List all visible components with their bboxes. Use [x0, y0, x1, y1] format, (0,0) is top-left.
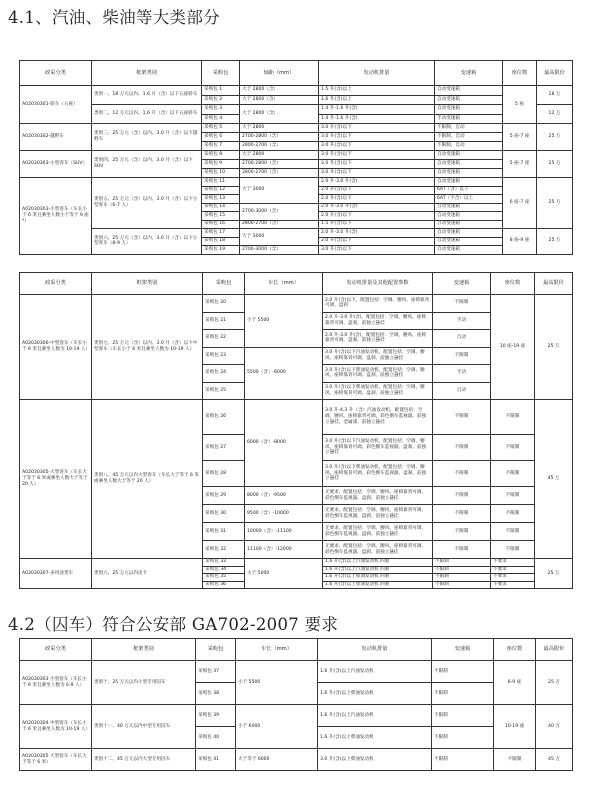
seats: 8 座-9 座	[503, 229, 537, 255]
category-cell: A02030303-小型客车（车长小于 6 米且乘坐人数小于等于 9 座*）	[20, 178, 92, 255]
gearbox: 自动	[433, 382, 491, 400]
engine-config: 3.0 升(含)以下柴油发动机，配置包括：空调、腰风、座椅靠背可调、盘刹、前独立悬挂	[323, 382, 433, 400]
engine: 1.4 升-1.6 升(含)	[319, 114, 435, 124]
vehicle-length: 小于 6000	[236, 705, 318, 749]
wheelbase: 2800-2700（含）	[240, 220, 319, 229]
frame-cell: 类别八、45 万元以内大型客车（车长大于等于 6 米或乘坐人数大于等于 20 人）	[92, 400, 203, 559]
package-code: 采购包 40	[196, 727, 236, 749]
package-code: 采购包 35	[203, 574, 245, 582]
col-header: 框架类别	[92, 273, 203, 295]
gearbox: 自动变速箱	[435, 203, 503, 212]
col-header: 最高限价	[537, 61, 573, 86]
package-code: 采购包 36	[203, 581, 245, 589]
package-code: 采购包 2	[202, 95, 240, 105]
seats: 10-19 座	[494, 705, 536, 749]
engine: 3.0 升(含)以下	[319, 124, 435, 133]
gearbox: 不限制	[433, 566, 491, 574]
package-code: 采购包 9	[202, 160, 240, 169]
col-header: 最高限价	[536, 639, 573, 661]
package-code: 采购包 3	[202, 105, 240, 115]
package-code: 采购包 14	[202, 203, 240, 212]
section-heading-4-1: 4.1、汽油、柴油等大类部分	[8, 8, 220, 27]
frame-cell: 类别七、25 万元（含）以内、3.0 升（含）以下中型客车（车长小于 6 米且乘坐人数为 10-19 人）	[92, 295, 203, 400]
col-header: 车长（mm）	[236, 639, 318, 661]
package-code: 采购包 34	[203, 566, 245, 574]
engine: 2.0 升-3.0 升(含)	[319, 229, 435, 238]
package-code: 采购包 27	[203, 435, 245, 461]
frame-cell: 类别三、25 万元（含）以内、3.0 升（含）以下越野车	[92, 124, 202, 151]
col-header: 框架类别	[92, 639, 196, 661]
engine: 3.0 升(含)以下	[319, 169, 435, 178]
col-header: 发动机排量	[318, 639, 432, 661]
engine-config: 1.6 升(含)以上汽油发动机 四驱	[323, 559, 433, 567]
package-code: 采购包 33	[203, 559, 245, 567]
wheelbase: 2700-2800（含）	[240, 160, 319, 169]
package-code: 采购包 23	[203, 347, 245, 365]
category-cell: A02030305-大型客车（车长大于等于 6 米或乘坐人数大于等于 20 人）	[20, 400, 92, 559]
section-heading-4-2: 4.2（囚车）符合公安部 GA702-2007 要求	[8, 615, 339, 634]
gearbox: 不限制	[433, 400, 491, 435]
package-code: 采购包 31	[203, 523, 245, 541]
seats: 不限制	[491, 523, 535, 541]
wheelbase: 2700-3000（含）	[240, 203, 319, 220]
seats: 6-9 座	[494, 661, 536, 705]
col-header: 框架类别	[92, 61, 202, 86]
category-cell: A02030303-小型客车（SUV）	[20, 151, 92, 178]
seats: 不要求	[491, 574, 535, 582]
seats: 不限制	[494, 749, 536, 771]
wheelbase: 2700-3000（含）	[240, 246, 319, 255]
col-header: 轴距（mm）	[240, 61, 319, 86]
engine-config: 1.6 升(含)以上柴油发动机 四驱	[323, 581, 433, 589]
engine-config: 2.0 升(含)以下，配置包括：空调、腰风、座椅靠背可调、盘刹	[323, 295, 433, 313]
col-header: 座位数	[494, 639, 536, 661]
gearbox: 6AT（含）以下	[435, 186, 503, 195]
col-header: 变速箱	[432, 639, 494, 661]
package-code: 采购包 15	[202, 212, 240, 221]
package-code: 采购包 7	[202, 142, 240, 151]
gearbox: 不限制	[433, 487, 491, 505]
vehicle-length: 大于等于 6000	[236, 749, 318, 771]
engine: 1.6 升(含)以上	[319, 95, 435, 105]
price: 25 万	[535, 559, 573, 589]
wheelbase: 大于 3000	[240, 178, 319, 204]
gearbox: 自动变速箱	[435, 220, 503, 229]
col-header: 车长（mm）	[245, 273, 323, 295]
frame-cell: 类别四、25 万元（含）以内、3.0 升（含）以下 SUV	[92, 151, 202, 178]
package-code: 采购包 30	[203, 505, 245, 523]
package-code: 采购包 5	[202, 124, 240, 133]
gearbox: 不限制	[433, 541, 491, 559]
category-cell: A02030305 大型客车（车长大于等于 6 米）	[20, 749, 92, 771]
package-code: 采购包 28	[203, 461, 245, 487]
price: 25 万	[535, 295, 573, 400]
frame-cell: 类别一、18 万元以内、1.6 升（含）以下五座轿车	[92, 86, 202, 105]
vehicle-length: 小于 5500	[236, 661, 318, 705]
package-code: 采购包 17	[202, 229, 240, 238]
wheelbase: 大于 2800（含）	[240, 95, 319, 105]
gearbox: 不限制	[432, 683, 494, 705]
price: 25 万	[537, 124, 573, 151]
category-cell: A02030306-中型客车（车长小于 6 米且乘坐人数为 10-19 人）	[20, 295, 92, 400]
seats: 不限制	[491, 435, 535, 461]
frame-cell: 类别九、25 万元以内皮卡	[92, 559, 203, 589]
engine: 1.5 升(含)以上	[319, 86, 435, 96]
seats: 不要求	[491, 559, 535, 567]
category-cell: A02030302-越野车	[20, 124, 92, 151]
gearbox: 手动变速箱	[435, 114, 503, 124]
wheelbase: 大于 3000	[240, 229, 319, 246]
package-code: 采购包 10	[202, 169, 240, 178]
engine-config: 1.6 升(含)以上汽油发动机 四驱	[323, 566, 433, 574]
frame-cell: 类别六、25 万元（含）以内、3.0 升（含）以下小型客车（8-9 人）	[92, 229, 202, 255]
engine-config: 1.6 升(含)以上柴油发动机 四驱	[323, 574, 433, 582]
engine: 1.6 升(含)以上柴油发动机	[318, 683, 432, 705]
gearbox: 不限制	[433, 435, 491, 461]
wheelbase: 大于 2800（含）	[240, 105, 319, 124]
col-header: 政采分类	[20, 273, 92, 295]
gearbox: 手动	[433, 365, 491, 383]
engine: 3.0 升(含)以下	[319, 246, 435, 255]
vehicle-length: 9500（含）-10000	[245, 505, 323, 523]
col-header: 变速箱	[435, 61, 503, 86]
gearbox: 自动变速箱	[435, 246, 503, 255]
col-header: 政采分类	[20, 639, 92, 661]
package-code: 采购包 38	[196, 683, 236, 705]
frame-cell: 类别五、25 万元（含）以内、3.0 升（含）以下小型客车（6-7 人）	[92, 178, 202, 229]
prison-vehicle-table	[19, 638, 573, 771]
seats: 不限制	[491, 505, 535, 523]
vehicle-length: 大于 5000	[245, 559, 323, 589]
gearbox: 自动变速箱	[435, 212, 503, 221]
gearbox: 不限制，自动	[435, 124, 503, 133]
price: 40 万	[536, 705, 573, 749]
wheelbase: 2800-2700（含）	[240, 169, 319, 178]
package-code: 采购包 24	[203, 365, 245, 383]
gearbox: 6AT（不含）以上	[435, 195, 503, 204]
frame-cell: 类别十一、40 万元以内中型专用囚车	[92, 705, 196, 749]
vehicle-length: 小于 5500	[245, 295, 323, 348]
gearbox: 不限制	[433, 574, 491, 582]
engine: 1.4 升-1.6 升(含)	[319, 105, 435, 115]
engine: 2.0 升(含)以下	[319, 237, 435, 246]
package-code: 采购包 21	[203, 312, 245, 330]
gearbox: 自动变速箱	[435, 95, 503, 105]
gearbox: 自动	[433, 330, 491, 348]
col-header: 最高限价	[535, 273, 573, 295]
price: 25 万	[537, 178, 573, 229]
engine: 1.6 升(含)以上汽油发动机	[318, 705, 432, 727]
engine-config: 3.0 升(含)以下柴油发动机，配置包括：空调、腰风、座椅靠背可调、盘刹、前独立悬挂	[323, 365, 433, 383]
price: 25 万	[537, 229, 573, 255]
category-cell: A02030303 小型客车（车长小于 6 米且乘坐人数为 6-9 人）	[20, 661, 92, 705]
seats: 不要求	[491, 581, 535, 589]
seats: 5 座	[503, 86, 537, 124]
package-code: 采购包 19	[202, 246, 240, 255]
vehicle-length: 10000（含）-11100	[245, 523, 323, 541]
wheelbase: 2800-2700（含）	[240, 142, 319, 151]
engine: 3.0 升(含)以下	[319, 133, 435, 142]
gearbox: 不限制	[433, 295, 491, 313]
engine: 2.0 升(含)以下	[319, 186, 435, 195]
package-code: 采购包 11	[202, 178, 240, 187]
gearbox: 不限制	[433, 461, 491, 487]
gearbox: 自动变速箱	[435, 151, 503, 160]
engine-config: 3.0 升(含)以下柴油发动机，配置包括：空调、腰风、座椅靠背可调、彩色倒车监视器、盘刹、前独立悬挂	[323, 461, 433, 487]
gearbox: 不限制	[433, 581, 491, 589]
gearbox: 自动变速箱	[435, 105, 503, 115]
engine: 1.6 升(含)以上汽油发动机	[318, 661, 432, 683]
price: 45 万	[535, 400, 573, 559]
price: 12 万	[537, 105, 573, 124]
wheelbase: 大于 2800	[240, 151, 319, 160]
engine: 2.0 升-3.0 升(含)	[319, 203, 435, 212]
gearbox: 自动变速箱	[435, 86, 503, 96]
gearbox: 不限制	[432, 727, 494, 749]
gearbox: 不限制	[432, 661, 494, 683]
package-code: 采购包 8	[202, 151, 240, 160]
engine: 3.0 升(含)以上柴油发动机	[318, 749, 432, 771]
gearbox: 不限制，自动	[435, 133, 503, 142]
engine-config: 2.0 升-3.0 升(含)，配置包括：空调、腰风、座椅靠背可调、盘刹、前独立悬挂	[323, 312, 433, 330]
engine-config: 无要求，配置包括：空调、腰风、座椅靠背可调、彩色倒车监视器、盘刹、前独立悬挂	[323, 505, 433, 523]
gearbox: 自动变速箱	[435, 178, 503, 187]
seats: 不限制	[491, 541, 535, 559]
price: 25 万	[536, 661, 573, 705]
price: 18 万	[537, 86, 573, 105]
package-code: 采购包 37	[196, 661, 236, 683]
vehicle-table-buses-trucks	[19, 272, 573, 589]
col-header: 采购包	[196, 639, 236, 661]
seats: 10 座-19 座	[491, 295, 535, 400]
engine: 2.0 升(含)以下	[319, 212, 435, 221]
seats: 不限制	[491, 487, 535, 505]
vehicle-length: 11100（含）-12000	[245, 541, 323, 559]
wheelbase: 2700-2800（含）	[240, 133, 319, 142]
gearbox: 手动	[433, 312, 491, 330]
engine: 1.6 升(含)以上柴油发动机	[318, 727, 432, 749]
col-header: 座位数	[503, 61, 537, 86]
engine-config: 2.0 升-3.0 升(含)，配置包括：空调、腰风、座椅靠背可调、盘刹、前独立悬挂	[323, 330, 433, 348]
seats: 5 座-7 座	[503, 151, 537, 178]
seats: 5 座-7 座	[503, 124, 537, 151]
vehicle-length: 6000（含）-8000	[245, 400, 323, 487]
package-code: 采购包 6	[202, 133, 240, 142]
engine: 1.5 升(含)以下	[319, 220, 435, 229]
col-header: 座位数	[491, 273, 535, 295]
price: 45 万	[536, 749, 573, 771]
gearbox: 自动变速箱	[435, 229, 503, 238]
gearbox: 不限制	[433, 523, 491, 541]
col-header: 采购包	[203, 273, 245, 295]
frame-cell: 类别十、25 万元以内小型专用囚车	[92, 661, 196, 705]
col-header: 发动机排量及其他配置参数	[323, 273, 433, 295]
package-code: 采购包 1	[202, 86, 240, 96]
engine-config: 无要求，配置包括：空调、腰风、座椅靠背可调、彩色倒车监视器、盘刹、前独立悬挂	[323, 523, 433, 541]
category-cell: A02030307-多用途货车	[20, 559, 92, 589]
package-code: 采购包 20	[203, 295, 245, 313]
engine-config: 3.0 升-4.3 升（含）汽油发动机，配置包括：空调、腰风、座椅靠背可调、彩色倒车监视器、前独立悬挂、金属漆、前独立悬挂	[323, 400, 433, 435]
gearbox: 不限制	[433, 505, 491, 523]
gearbox: 不限制	[433, 559, 491, 567]
engine: 3.0 升(含)以下	[319, 142, 435, 151]
package-code: 采购包 32	[203, 541, 245, 559]
gearbox: 不限制，自动	[435, 142, 503, 151]
seats: 6 座-7 座	[503, 178, 537, 229]
package-code: 采购包 41	[196, 749, 236, 771]
package-code: 采购包 18	[202, 237, 240, 246]
package-code: 采购包 16	[202, 220, 240, 229]
package-code: 采购包 25	[203, 382, 245, 400]
gearbox: 不限制	[433, 347, 491, 365]
col-header: 发动机排量	[319, 61, 435, 86]
col-header: 政采分类	[20, 61, 92, 86]
seats: 不要求	[491, 566, 535, 574]
seats: 不限制	[491, 400, 535, 435]
engine-config: 无要求，配置包括：空调、腰风、座椅靠背可调、彩色倒车监视器、盘刹、前独立悬挂	[323, 541, 433, 559]
vehicle-table-gasoline-diesel	[19, 60, 573, 255]
wheelbase: 大于 2800	[240, 124, 319, 133]
gearbox: 不限制	[432, 749, 494, 771]
package-code: 采购包 13	[202, 195, 240, 204]
engine: 2.0 升(含)以下	[319, 195, 435, 204]
engine: 3.0 升(含)以下	[319, 160, 435, 169]
gearbox: 自动变速箱	[435, 160, 503, 169]
vehicle-length: 8000（含）-9500	[245, 487, 323, 505]
category-cell: A02030304 中型客车（车长小于 6 米且乘坐人数为 10-19 人）	[20, 705, 92, 749]
gearbox: 不限制	[432, 705, 494, 727]
seats: 不限制	[491, 461, 535, 487]
package-code: 采购包 26	[203, 400, 245, 435]
package-code: 采购包 22	[203, 330, 245, 348]
engine-config: 3.0 升(含)以下汽油发动机，配置包括：空调、腰风、座椅靠背可调、盘刹、前独立悬挂	[323, 347, 433, 365]
engine-config: 无要求，配置包括：空调、腰风、座椅靠背可调、彩色倒车监视器、盘刹、前独立悬挂	[323, 487, 433, 505]
package-code: 采购包 29	[203, 487, 245, 505]
package-code: 采购包 12	[202, 186, 240, 195]
wheelbase: 大于 2800（含）	[240, 86, 319, 96]
frame-cell: 类别二、12 万元以内、1.6 升（含）以下五座轿车	[92, 105, 202, 124]
frame-cell: 类别十二、45 万元以内大型专用囚车	[92, 749, 196, 771]
gearbox: 自动变速箱	[435, 237, 503, 246]
gearbox: 自动变速箱	[435, 169, 503, 178]
col-header: 采购包	[202, 61, 240, 86]
package-code: 采购包 39	[196, 705, 236, 727]
category-cell: A02030301-轿车（五座）	[20, 86, 92, 124]
vehicle-length: 5500（含）-6000	[245, 347, 323, 400]
engine: 2.0 升-3.0 升(含)	[319, 178, 435, 187]
engine: 3.0 升(含)以下	[319, 151, 435, 160]
engine-config: 3.0 升(含)以下汽油发动机，配置包括：空调、腰风、座椅靠背可调、彩色倒车监视器、盘刹、前独立悬挂	[323, 435, 433, 461]
package-code: 采购包 4	[202, 114, 240, 124]
price: 25 万	[537, 151, 573, 178]
col-header: 变速箱	[433, 273, 491, 295]
